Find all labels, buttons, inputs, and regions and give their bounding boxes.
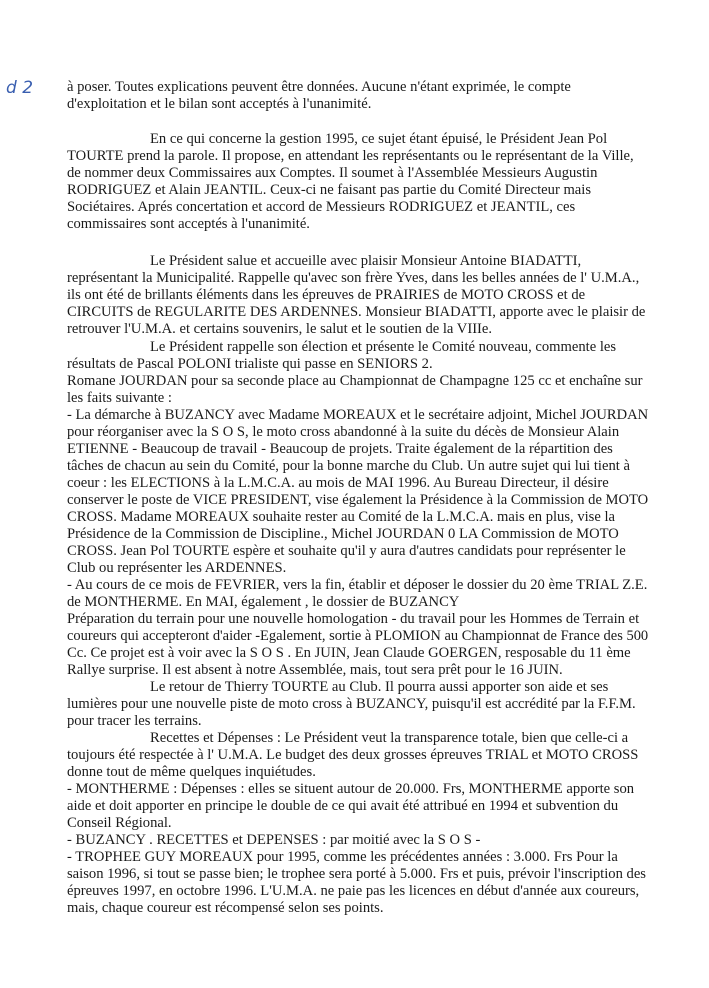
text-line: lumières pour une nouvelle piste de moto cross à BUZANCY, puisqu'il est accrédité par la F.F.M. — [67, 696, 636, 712]
text-line: ils ont été de brillants éléments dans les épreuves de PRAIRIES de MOTO CROSS et de — [67, 287, 586, 303]
text-line: les faits suivante : — [67, 390, 172, 406]
text-line: commissaires sont acceptés à l'unanimité. — [67, 216, 310, 232]
text-line: Recettes et Dépenses : Le Président veut la transparence totale, bien que celle-ci a — [150, 730, 629, 746]
text-line: conserver le poste de VICE PRESIDENT, vise également la Présidence à la Commission de MOTO — [67, 492, 649, 508]
text-line: d'exploitation et le bilan sont acceptés à l'unanimité. — [67, 96, 372, 112]
text-line: - MONTHERME : Dépenses : elles se situent autour de 20.000. Frs, MONTHERME apporte son — [67, 781, 635, 797]
text-line: de nommer deux Commissaires aux Comptes. Il soumet à l'Assemblée Messieurs Augustin — [67, 165, 598, 181]
text-line: coeur : les ELECTIONS à la L.M.C.A. au mois de MAI 1996. Au Bureau Directeur, il désire — [67, 475, 609, 491]
text-line: Le Président rappelle son élection et présente le Comité nouveau, commente les — [150, 339, 617, 355]
text-line: pour réorganiser avec la S O S, le moto cross abandonné à la suite du décès de Monsieur Alain — [67, 424, 620, 440]
text-line: coureurs qui accepteront d'aider -Egalement, sortie à PLOMION au Championnat de France des 500 — [67, 628, 649, 644]
text-line: ETIENNE - Beaucoup de travail - Beaucoup de projets. Traite également de la répartition des — [67, 441, 613, 457]
text-line: CIRCUITS de REGULARITE DES ARDENNES. Monsieur BIADATTI, apporte avec le plaisir de — [67, 304, 646, 320]
text-line: aide et doit apporter en principe le double de ce qui avait été attribué en 1994 et subvention du — [67, 798, 619, 814]
text-line: Cc. Ce projet est à voir avec la S O S . En JUIN, Jean Claude GOERGEN, resposable du 11 ème — [67, 645, 631, 661]
text-line: de MONTHERME. En MAI, également , le dossier de BUZANCY — [67, 594, 460, 610]
text-line: pour tracer les terrains. — [67, 713, 202, 729]
text-line: Rallye surprise. Il est absent à notre Assemblée, mais, tout sera prêt pour le 16 JUIN. — [67, 662, 563, 678]
handwritten-page-mark: d 2 — [6, 78, 34, 98]
text-line: Conseil Régional. — [67, 815, 172, 831]
text-line: RODRIGUEZ et Alain JEANTIL. Ceux-ci ne faisant pas partie du Comité Directeur mais — [67, 182, 592, 198]
text-line: toujours été respectée à l' U.M.A. Le budget des deux grosses épreuves TRIAL et MOTO CROSS — [67, 747, 639, 763]
text-line: donne tout de même quelques inquiétudes. — [67, 764, 316, 780]
text-line: Sociétaires. Aprés concertation et accord de Messieurs RODRIGUEZ et JEANTIL, ces — [67, 199, 576, 215]
text-line: représentant la Municipalité. Rappelle qu'avec son frère Yves, dans les belles années de l' U.M.A., — [67, 270, 640, 286]
text-line: - TROPHEE GUY MOREAUX pour 1995, comme les précédentes années : 3.000. Frs Pour la — [67, 849, 618, 865]
text-line: mais, chaque coureur est récompensé selon ses points. — [67, 900, 384, 916]
text-line: Le Président salue et accueille avec plaisir Monsieur Antoine BIADATTI, — [150, 253, 582, 269]
text-line: TOURTE prend la parole. Il propose, en attendant les représentants ou le représentant de la Ville, — [67, 148, 634, 164]
text-line: Le retour de Thierry TOURTE au Club. Il pourra aussi apporter son aide et ses — [150, 679, 609, 695]
text-line: Présidence de la Commission de Discipline., Michel JOURDAN 0 LA Commission de MOTO — [67, 526, 619, 542]
text-line: tâches de chacun au sein du Comité, pour la bonne marche du Club. Un autre sujet qui lui tient à — [67, 458, 630, 474]
text-line: CROSS. Madame MOREAUX souhaite rester au Comité de la L.M.C.A. mais en plus, vise la — [67, 509, 616, 525]
text-line: Préparation du terrain pour une nouvelle homologation - du travail pour les Hommes de Terrain et — [67, 611, 640, 627]
text-line: - La démarche à BUZANCY avec Madame MOREAUX et le secrétaire adjoint, Michel JOURDAN — [67, 407, 649, 423]
text-line: Club ou représenter les ARDENNES. — [67, 560, 287, 576]
text-line: saison 1996, si tout se passe bien; le trophee sera porté à 5.000. Frs et puis, prévoir l'inscription des — [67, 866, 646, 882]
text-line: - BUZANCY . RECETTES et DEPENSES : par moitié avec la S O S - — [67, 832, 481, 848]
text-line: à poser. Toutes explications peuvent être données. Aucune n'étant exprimée, le compte — [67, 79, 571, 95]
text-line: CROSS. Jean Pol TOURTE espère et souhaite qu'il y aura d'autres candidats pour représenter le — [67, 543, 626, 559]
text-line: résultats de Pascal POLONI trialiste qui passe en SENIORS 2. — [67, 356, 433, 372]
text-line: En ce qui concerne la gestion 1995, ce sujet étant épuisé, le Président Jean Pol — [150, 131, 608, 147]
text-line: épreuves 1997, en octobre 1996. L'U.M.A. ne paie pas les licences en début d'année aux coureurs, — [67, 883, 640, 899]
text-line: - Au cours de ce mois de FEVRIER, vers la fin, établir et déposer le dossier du 20 ème TRIAL Z.E. — [67, 577, 648, 593]
text-line: Romane JOURDAN pour sa seconde place au Championnat de Champagne 125 cc et enchaîne sur — [67, 373, 643, 389]
text-line: retrouver l'U.M.A. et certains souvenirs, le salut et le soutien de la VIIIe. — [67, 321, 493, 337]
